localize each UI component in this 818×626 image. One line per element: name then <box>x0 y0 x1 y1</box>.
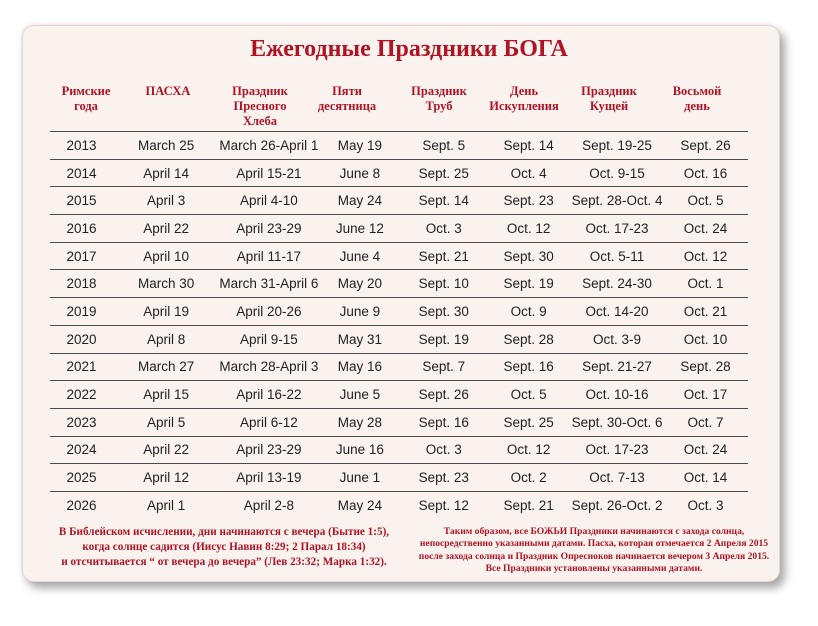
table-cell: Sept. 19 <box>401 325 486 353</box>
table-cell: Oct. 12 <box>486 215 571 243</box>
table-cell: Sept. 16 <box>486 353 571 381</box>
table-cell: Sept. 23 <box>401 464 486 492</box>
table-cell: June 1 <box>318 464 401 492</box>
table-cell: Sept. 19 <box>486 270 571 298</box>
table-row <box>50 353 748 381</box>
table-cell: Sept. 25 <box>486 408 571 436</box>
table-cell: Sept. 5 <box>401 132 486 160</box>
table-cell: Sept. 24-30 <box>571 270 663 298</box>
table-cell: June 5 <box>318 381 401 409</box>
table-cell: May 20 <box>318 270 401 298</box>
table-cell: Sept. 23 <box>486 187 571 215</box>
table-cell: June 16 <box>318 436 401 464</box>
table-cell: 2021 <box>50 353 113 381</box>
table-cell: 2014 <box>50 159 113 187</box>
table-cell: 2017 <box>50 242 113 270</box>
table-cell: Oct. 2 <box>486 464 571 492</box>
table-cell: April 5 <box>113 408 219 436</box>
table-cell: March 28-April 3 <box>219 353 318 381</box>
table-row <box>50 325 748 353</box>
table-cell: March 30 <box>113 270 219 298</box>
table-row <box>50 270 748 298</box>
table-cell: Sept. 12 <box>418 497 469 513</box>
table-cell: Sept. 30 <box>401 298 486 326</box>
note-line: после захода солнца и Праздник Опресноков начинается вечером 3 Апреля 2015. <box>418 550 770 562</box>
table-cell: Oct. 7-13 <box>571 464 663 492</box>
table-cell: 2024 <box>50 436 113 464</box>
table-cell: Oct. 1 <box>663 270 748 298</box>
note-feast-start <box>418 526 770 576</box>
note-biblical-day <box>37 525 411 570</box>
table-cell: Oct. 14-20 <box>571 298 663 326</box>
table-row <box>50 381 748 409</box>
table-cell: 2016 <box>50 215 113 243</box>
table-cell: Sept. 19-25 <box>571 132 663 160</box>
note-line: и отсчитывается “ от вечера до вечера” (Лев 23:32; Марка 1:32). <box>61 556 387 568</box>
table-cell: April 11-17 <box>219 242 318 270</box>
table-cell: Oct. 12 <box>663 242 748 270</box>
table-cell: Sept. 28 <box>663 353 748 381</box>
table-row <box>50 132 748 160</box>
table-cell: April 15 <box>113 381 219 409</box>
table-cell: June 4 <box>318 242 401 270</box>
header-roman-years: Римские года <box>61 84 111 113</box>
table-cell: May 24 <box>337 497 382 513</box>
table-row <box>50 159 748 187</box>
table-cell: April 14 <box>113 159 219 187</box>
table-cell: Oct. 17-23 <box>571 215 663 243</box>
table-cell: Oct. 3 <box>687 497 724 513</box>
table-cell: Sept. 14 <box>401 187 486 215</box>
table-cell: Sept. 26-Oct. 2 <box>571 497 663 513</box>
page-title: Ежегодные Праздники БОГА <box>250 36 568 62</box>
table-cell: Sept. 21 <box>503 497 554 513</box>
table-cell: March 25 <box>113 132 219 160</box>
table-cell: March 27 <box>113 353 219 381</box>
header-trumpets: Праздник Труб <box>411 84 467 113</box>
table-cell: April 22 <box>113 215 219 243</box>
table-row <box>50 464 748 492</box>
table-cell: April 22 <box>113 436 219 464</box>
header-tabernacles: Праздник Кущей <box>581 84 637 113</box>
table-cell: Oct. 3 <box>401 215 486 243</box>
table-cell: June 9 <box>318 298 401 326</box>
table-cell: Oct. 3 <box>401 436 486 464</box>
table-cell: 2018 <box>50 270 113 298</box>
table-cell: May 16 <box>318 353 401 381</box>
table-cell: April 1 <box>147 497 186 513</box>
table-cell: Oct. 5-11 <box>571 242 663 270</box>
table-cell: Sept. 26 <box>401 381 486 409</box>
table-cell: Sept. 28-Oct. 4 <box>571 187 663 215</box>
table-cell: May 19 <box>318 132 401 160</box>
table-cell: Sept. 25 <box>401 159 486 187</box>
table-cell: Oct. 24 <box>663 215 748 243</box>
table-cell: Oct. 12 <box>486 436 571 464</box>
note-line: Таким образом, все БОЖЬИ Праздники начинаются с захода солнца, <box>443 526 745 537</box>
table-cell: May 31 <box>318 325 401 353</box>
table-cell: Oct. 9-15 <box>571 159 663 187</box>
table-cell: 2025 <box>50 464 113 492</box>
table-cell: Oct. 9 <box>486 298 571 326</box>
table-row <box>50 242 748 270</box>
table-cell: April 15-21 <box>219 159 318 187</box>
table-row <box>50 436 748 464</box>
table-cell: April 3 <box>113 187 219 215</box>
table-cell: April 16-22 <box>219 381 318 409</box>
table-cell: Sept. 30-Oct. 6 <box>571 408 663 436</box>
table-cell: 2013 <box>50 132 113 160</box>
table-cell: March 26-April 1 <box>219 132 318 160</box>
table-cell: April 10 <box>113 242 219 270</box>
note-line: Все Праздники установлены указанными датами. <box>485 563 703 575</box>
header-passover: ПАСХА <box>145 84 191 98</box>
table-cell: March 31-April 6 <box>219 270 318 298</box>
table-cell: June 12 <box>318 215 401 243</box>
table-cell: April 23-29 <box>219 436 318 464</box>
table-cell: Sept. 16 <box>401 408 486 436</box>
table-cell: June 8 <box>318 159 401 187</box>
table-cell: Oct. 24 <box>663 436 748 464</box>
table-cell: Sept. 21-27 <box>571 353 663 381</box>
table-cell: Sept. 28 <box>486 325 571 353</box>
header-atonement: День Искупления <box>489 84 559 113</box>
table-cell: Oct. 7 <box>663 408 748 436</box>
table-cell: April 12 <box>113 464 219 492</box>
table-cell: Sept. 30 <box>486 242 571 270</box>
header-pentecost: Пяти десятница <box>317 84 377 113</box>
table-cell: 2023 <box>50 408 113 436</box>
feast-dates-table <box>50 131 748 519</box>
table-row <box>50 298 748 326</box>
table-cell: April 8 <box>113 325 219 353</box>
note-line: непосредственно указанными датами. Пасха, которая отмечается 2 Апреля 2015 <box>419 538 769 550</box>
table-cell: April 6-12 <box>219 408 318 436</box>
header-eighth-day: Восьмой день <box>672 84 722 113</box>
table-row <box>50 187 748 215</box>
table-cell: 2019 <box>50 298 113 326</box>
table-cell: Sept. 26 <box>663 132 748 160</box>
table-cell: Oct. 4 <box>486 159 571 187</box>
table-cell: Oct. 21 <box>663 298 748 326</box>
table-cell: April 9-15 <box>219 325 318 353</box>
table-row <box>50 408 748 436</box>
table-cell: Sept. 10 <box>401 270 486 298</box>
note-line: когда солнце садится (Иисус Навин 8:29; 2 Парал 18:34) <box>82 541 366 553</box>
table-cell: 2015 <box>50 187 113 215</box>
table-cell: April 23-29 <box>219 215 318 243</box>
table-cell: Sept. 7 <box>401 353 486 381</box>
table-row <box>50 215 748 243</box>
table-cell: Sept. 21 <box>401 242 486 270</box>
table-cell: April 2-8 <box>243 497 295 513</box>
table-cell: Oct. 10-16 <box>571 381 663 409</box>
table-row <box>50 491 748 518</box>
table-cell: May 28 <box>318 408 401 436</box>
table-cell: Oct. 5 <box>486 381 571 409</box>
table-cell: Oct. 3-9 <box>571 325 663 353</box>
table-cell: April 13-19 <box>219 464 318 492</box>
table-cell: Oct. 14 <box>663 464 748 492</box>
table-cell: Oct. 5 <box>663 187 748 215</box>
note-line: В Библейском исчислении, дни начинаются с вечера (Бытие 1:5), <box>58 526 390 538</box>
table-cell: Oct. 10 <box>663 325 748 353</box>
table-cell: April 19 <box>113 298 219 326</box>
table-cell: 2020 <box>50 325 113 353</box>
table-cell: April 20-26 <box>219 298 318 326</box>
table-cell: 2022 <box>50 381 113 409</box>
table-cell: Oct. 17 <box>663 381 748 409</box>
table-cell: 2026 <box>66 497 97 513</box>
header-unleavened-bread: Праздник Пресного Хлеба <box>232 84 288 128</box>
table-cell: Sept. 14 <box>486 132 571 160</box>
table-cell: Oct. 16 <box>663 159 748 187</box>
table-cell: April 4-10 <box>219 187 318 215</box>
table-cell: Oct. 17-23 <box>571 436 663 464</box>
table-cell: May 24 <box>318 187 401 215</box>
